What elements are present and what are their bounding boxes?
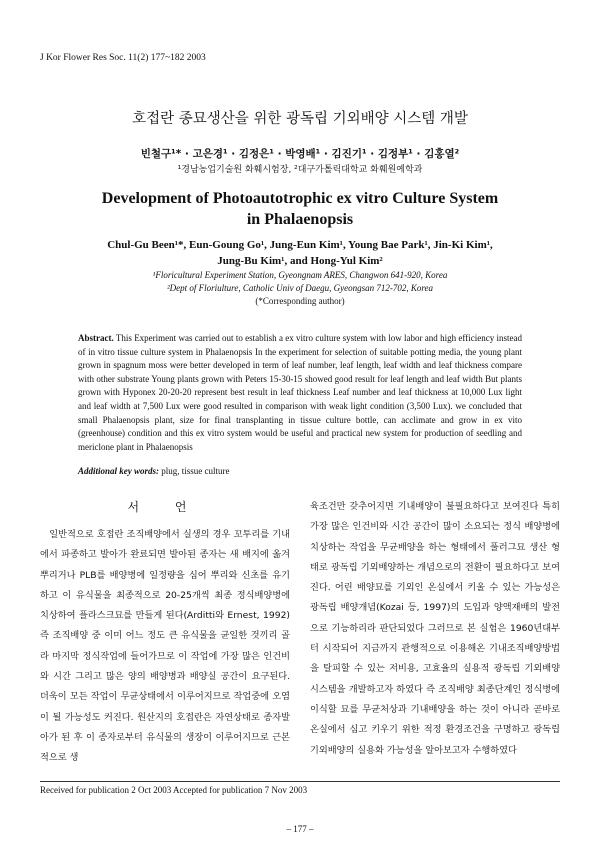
body-left-column — [40, 497, 290, 769]
body-right-column — [310, 497, 560, 761]
english-title-line2: in Phalaenopsis — [246, 211, 354, 228]
english-title — [0, 188, 600, 230]
korean-title: 호접란 종묘생산을 위한 광독립 기외배양 시스템 개발 — [132, 111, 468, 127]
english-authors-line1: Chul-Gu Been¹*, Eun-Goung Go¹, Jung-Eun Kim¹, Young Bae Park¹, Jin-Ki Kim¹, — [107, 239, 493, 251]
introduction-right-text: 육조건만 갖추어지면 기내배양이 불필요하다고 보여진다 특히 가장 많은 인건비와 시간 공간이 많이 소요되는 정식 배양병에 치상하는 작업을 무균배양을 하는 형태에서 풀러그묘 생산 형태로 광독립 기외배양하는 개념으로의 전환이 필요하다고 보여진다. 어린 배양묘를 기외인 온실에서 키울 수 있는 가능성은 광독립 배양개념(Kozai 등, 1997)의 도입과 양액재배의 발전으로 기능하리라 판단되었다 그러므로 본 실험은 1960년대부터 시작되어 지금까지 관행적으로 이용해온 기내조직배양방법을 탈피할 수 있는 저비용, 고효율의 실용적 광독립 기외배양 시스템을 개발하고자 하였다 즉 조직배양 최종단계인 정식병에 이식할 묘를 무균처상과 기내배양을 하는 것이 아니라 곧바로 온실에서 심고 키우기 위한 적정 환경조건을 구명하고 광독립 기외배양의 실용화 가능성을 알아보고자 수행하였다 — [310, 501, 560, 756]
english-authors — [0, 237, 600, 269]
journal-citation: J Kor Flower Res Soc. 11(2) 177~182 2003 — [40, 53, 206, 63]
section-title-introduction: 서 언 — [127, 500, 203, 514]
affiliation-2: ²Dept of Floriulture, Catholic Univ of Daegu, Gyeongsan 712-702, Korea — [166, 283, 433, 293]
received-note: Received for publication 2 Oct 2003 Accepted for publication 7 Nov 2003 — [40, 785, 308, 795]
english-affiliations — [0, 269, 600, 308]
english-authors-line2: Jung-Bu Kim¹, and Hong-Yul Kim² — [217, 255, 383, 267]
affiliation-1: ¹Floricultural Experiment Station, Gyeongnam ARES, Changwon 641-920, Korea — [152, 270, 448, 280]
corresponding-note: (*Corresponding author) — [255, 296, 345, 306]
introduction-left-text: 일반적으로 호접란 조직배양에서 실생의 경우 꼬투리를 기내에서 파종하고 발아가 완료되면 발아된 종자는 새 배지에 옮겨 뿌리거나 PLB를 배양병에 일정량을 심어 뿌리와 신초를 유기하고 이 유식물을 최종적으로 20-25개씩 최종 정식배양병에 치상하여 플라스크묘를 만들게 된다(Arditti와 Ernest, 1992) 즉 조직배양 중 이미 어느 정도 큰 유식물을 균일한 것끼리 골라 마지막 정식작업에 들어가므로 이 작업에 가장 많은 인건비와 시간 그리고 많은 양의 배양병과 배양실 공간이 요구된다. 더욱이 모든 작업이 무균상태에서 이루어지므로 작업중에 오염이 될 가능성도 커진다. 원산지의 호접란은 자연상태로 종자발아가 된 후 이 종자로부터 유식물의 생장이 이루어지므로 근본적으로 생 — [40, 529, 290, 764]
abstract-text: This Experiment was carried out to establish a ex vitro culture system with low labor and high efficiency instead of in vitro tissue culture system in Phalaenopsis In the experiment for selection of suitable potting media, the young plant grown in spagnum moss were better developed in term of leaf number, leaf length, leaf width and leaf thickness compare with other substrate Young plants grown with Peters 15-30-15 showed good result for leaf length and leaf width But plants grown with Hyponex 20-20-20 represent best result in leaf thickness Leaf number and leaf thickness at 10,000 Lux light and leaf width at 7,500 Lux were good resulted in comparison with weak light condition (3,500 Lux). we concluded that small Phalaenopsis plant, size for final transplanting in tissue culture bottle, can acclimate and grow in ex vito (greenhouse) condition and this ex vitro system would be useful and practical new system for production of seedling and mericlone plant in Phalaenopsis — [78, 333, 522, 452]
korean-authors: 빈철구¹* · 고은경¹ · 김정은¹ · 박영배¹ · 김진기¹ · 김정부¹ · 김홍열² — [140, 148, 460, 160]
footnote-divider — [40, 781, 560, 782]
keywords — [78, 466, 230, 476]
page-number: – 177 – — [286, 824, 314, 834]
abstract-label: Abstract. — [78, 333, 114, 343]
keywords-text: plug, tissue culture — [159, 466, 230, 476]
korean-affiliations: ¹경남농업기술원 화훼시험장, ²대구가톨릭대학교 화훼원예학과 — [177, 165, 423, 175]
abstract — [78, 332, 522, 454]
keywords-label: Additional key words: — [78, 466, 160, 476]
english-title-line1: Development of Photoautotrophic ex vitro Culture System — [101, 190, 499, 207]
